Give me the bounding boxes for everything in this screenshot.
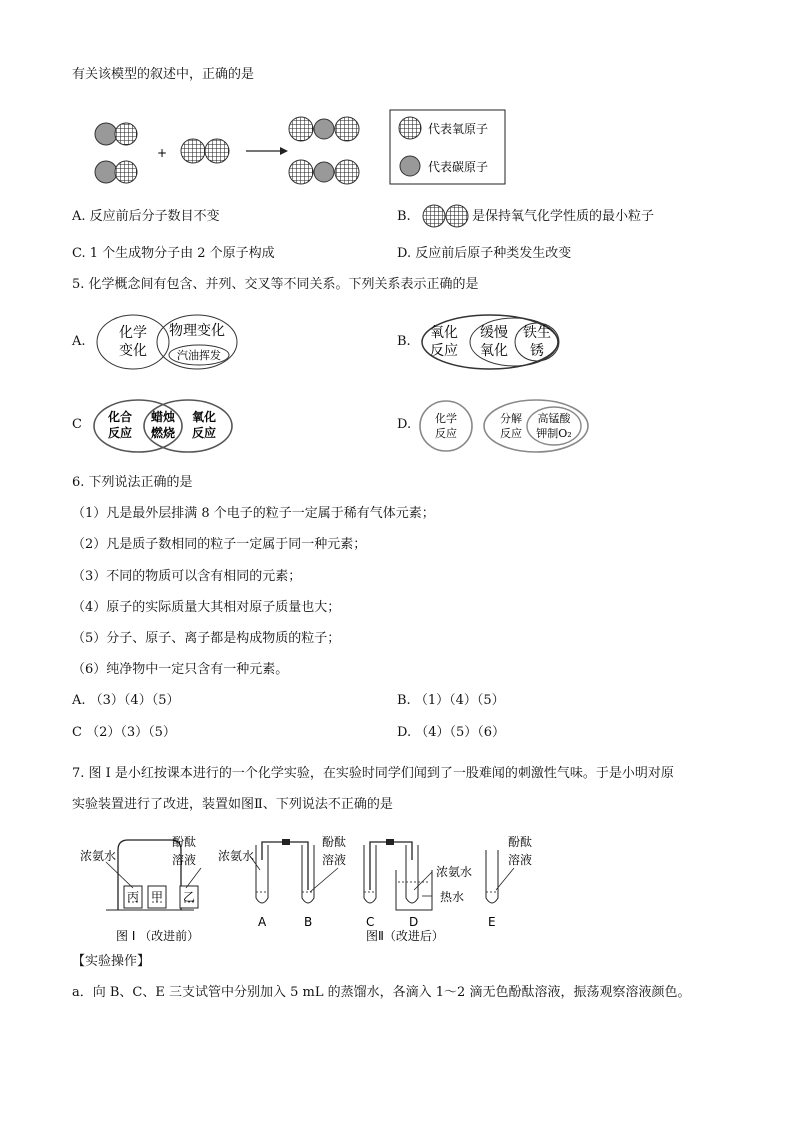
tube-e [486, 850, 498, 903]
c-right-line1: 氧化 [191, 410, 217, 424]
q5-option-b-diagram[interactable] [420, 313, 570, 373]
d-big-line1: 分解 [500, 412, 522, 425]
q4-option-a[interactable]: A. 反应前后分子数目不变 [72, 209, 220, 224]
q6-statement-4: （4）原子的实际质量大其相对原子质量也大； [72, 600, 341, 615]
co2-molecule-top [289, 117, 359, 141]
q7-section-heading: 【实验操作】 [72, 954, 151, 969]
q6-option-c[interactable]: C （2）（3）（5） [72, 725, 176, 740]
o2-molecule-icon [422, 203, 472, 229]
d-left-line1: 化学 [435, 412, 457, 425]
q4-intro: 有关该模型的叙述中，正确的是 [72, 67, 255, 82]
b-outer-line2: 反应 [430, 343, 458, 359]
q5-option-b-label[interactable]: B. [397, 334, 411, 349]
q6-stem: 6. 下列说法正确的是 [72, 475, 193, 490]
legend-oxygen: 代表氧原子 [428, 122, 489, 136]
tube-e-label: E [488, 915, 496, 929]
q4-option-c[interactable]: C. 1 个生成物分子由 2 个原子构成 [72, 246, 275, 261]
q6-statement-3: （3）不同的物质可以含有相同的元素； [72, 569, 302, 584]
q5-option-d-label[interactable]: D. [397, 417, 412, 432]
q4-option-d[interactable]: D. 反应前后原子种类发生改变 [397, 246, 572, 261]
c-left-line2: 反应 [107, 426, 133, 440]
figure-2-apparatus [214, 830, 544, 950]
q7-stem-line2: 实验装置进行了改进，装置如图Ⅱ、下列说法不正确的是 [72, 797, 393, 812]
co2-molecule-bottom [289, 160, 359, 184]
q6-statement-5: （5）分子、原子、离子都是构成物质的粒子； [72, 631, 341, 646]
figure-1-apparatus [76, 830, 216, 950]
fig1-yi-label: 乙 [183, 890, 196, 904]
b-outer-line1: 氧化 [430, 325, 458, 341]
tube-a-label: A [258, 915, 267, 929]
q5-option-d-diagram[interactable] [414, 396, 594, 456]
q6-option-b[interactable]: B. （1）（4）（5） [397, 693, 505, 708]
b-inner-line1: 铁生 [523, 325, 551, 341]
fig2-phenol-e-line1: 酚酞 [508, 835, 533, 849]
co-molecule-bottom [95, 161, 137, 183]
fig2-caption: 图Ⅱ（改进后） [366, 929, 444, 943]
co-molecule-top [95, 123, 137, 145]
reaction-arrow [246, 147, 288, 155]
q7-stem-line1: 7. 图 I 是小红按课本进行的一个化学实验，在实验时同学们闻到了一股难闻的刺激性气味。于是小明对原 [72, 766, 674, 781]
fig2-phenol-line2: 溶液 [322, 853, 347, 867]
a-right-label: 物理变化 [169, 323, 225, 339]
q6-statement-6: （6）纯净物中一定只含有一种元素。 [72, 662, 289, 677]
a-inner-label: 汽油挥发 [177, 349, 221, 362]
tube-c-label: C [366, 915, 375, 929]
legend-carbon: 代表碳原子 [428, 160, 489, 174]
molecule-reaction-diagram [0, 0, 794, 200]
a-left-line1: 化学 [119, 325, 147, 341]
fig1-phenol-line1: 酚酞 [172, 835, 197, 849]
b-mid-line1: 缓慢 [480, 325, 508, 341]
q6-statement-2: （2）凡是质子数相同的粒子一定属于同一种元素； [72, 537, 367, 552]
b-inner-line2: 锈 [530, 343, 544, 359]
q4-option-b-text[interactable]: 是保持氧气化学性质的最小粒子 [472, 209, 655, 224]
q7-step-a: a．向 B、C、E 三支试管中分别加入 5 mL 的蒸馏水，各滴入 1～2 滴无色酚酞溶液，振荡观察溶液颜色。 [72, 985, 691, 1000]
q5-option-a-label[interactable]: A. [72, 334, 86, 349]
q6-option-d[interactable]: D. （4）（5）（6） [397, 725, 506, 740]
fig1-phenol-line2: 溶液 [172, 853, 197, 867]
fig2-ammonia-label: 浓氨水 [218, 849, 255, 863]
fig2-ammonia2-label: 浓氨水 [436, 865, 473, 879]
q5-option-c-label[interactable]: C [72, 417, 82, 432]
q5-stem: 5. 化学概念间有包含、并列、交叉等不同关系。下列关系表示正确的是 [72, 277, 479, 292]
fig1-caption: 图 I （改进前） [116, 929, 200, 943]
d-inner-line2: 钾制O₂ [536, 427, 572, 440]
d-left-line2: 反应 [435, 427, 457, 440]
d-big-line2: 反应 [500, 427, 522, 440]
fig1-bing-label: 丙 [127, 890, 140, 904]
q6-statement-1: （1）凡是最外层排满 8 个电子的粒子一定属于稀有气体元素； [72, 506, 435, 521]
carbon-atom-icon [400, 156, 420, 176]
c-right-line2: 反应 [191, 426, 217, 440]
b-mid-line2: 氧化 [480, 343, 508, 359]
fig2-hotwater-label: 热水 [440, 890, 465, 904]
tube-b-label: B [304, 915, 313, 929]
a-left-line2: 变化 [119, 343, 147, 359]
q5-option-c-diagram[interactable] [90, 396, 240, 456]
fig2-phenol-line1: 酚酞 [322, 835, 347, 849]
fig2-phenol-e-line2: 溶液 [508, 853, 533, 867]
c-left-line1: 化合 [107, 410, 133, 424]
fig1-jia-label: 甲 [151, 890, 164, 904]
plus-sign: + [157, 146, 168, 160]
q6-option-a[interactable]: A. （3）（4）（5） [72, 693, 180, 708]
tube-d-label: D [409, 915, 419, 929]
oxygen-atom-icon [399, 117, 421, 139]
c-mid-line1: 蜡烛 [150, 410, 176, 424]
d-inner-line1: 高锰酸 [537, 412, 571, 425]
fig1-ammonia-label: 浓氨水 [80, 849, 117, 863]
c-mid-line2: 燃烧 [150, 426, 176, 440]
q4-option-b-label[interactable]: B. [397, 209, 411, 224]
q5-option-a-diagram[interactable] [93, 313, 243, 373]
o2-molecule [181, 139, 229, 163]
